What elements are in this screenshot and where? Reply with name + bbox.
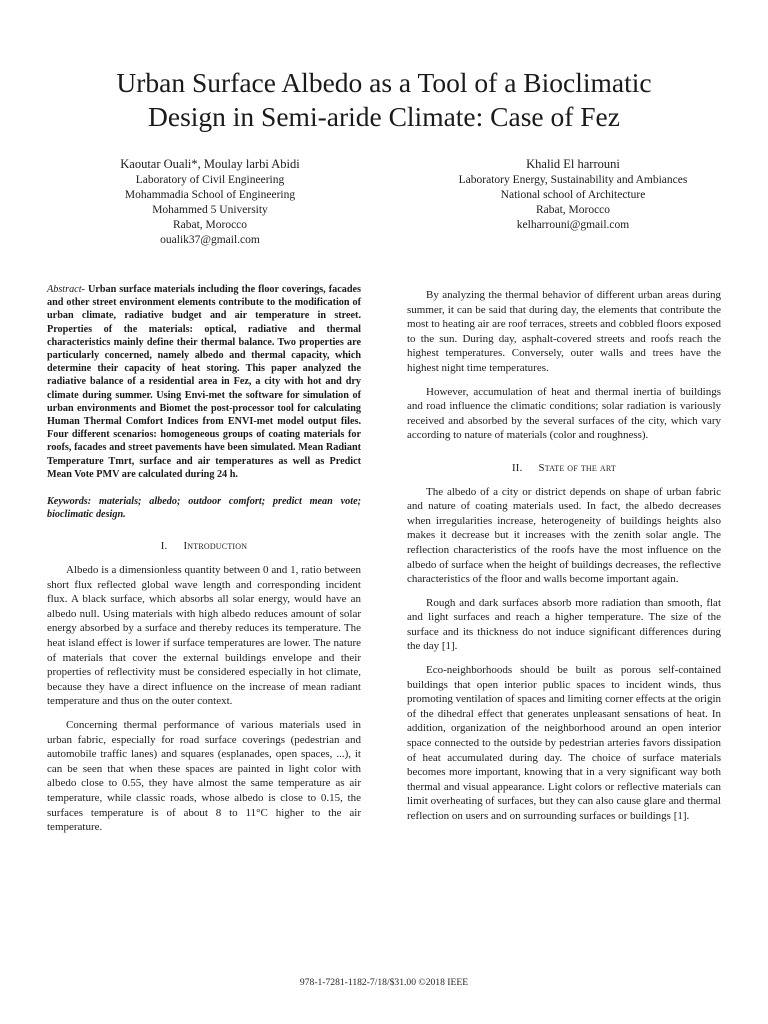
author-block-2 (418, 156, 728, 233)
section-heading-introduction (47, 539, 361, 554)
author-block-1 (60, 156, 360, 248)
section-number: II. (511, 461, 523, 474)
title-line-1: Urban Surface Albedo as a Tool of a Bioclimatic (116, 67, 652, 98)
author-email: kelharrouni@gmail.com (516, 219, 630, 231)
paper-title (40, 66, 728, 134)
left-column (47, 283, 361, 844)
author-email: oualik37@gmail.com (160, 234, 260, 246)
paragraph: Albedo is a dimensionless quantity between 0 and 1, ratio between short flux reflected global wave length and corresponding incident flux. A black surface, which absorbs all solar energy, would have an albedo null. Using materials with high albedo reduces amount of solar energy absorbed by a surface and thereby reduces its temperature. The heat island effect is lower if surface temperatures are lower. The nature of materials that cover the external buildings envelope and their properties of reflectivity must be considered especially in hot climate, because they have a direct influence on the increase of mean radiant temperature and thus on the outer context. (47, 564, 361, 708)
section-number: I. (160, 540, 168, 553)
keywords-text: materials; albedo; outdoor comfort; predict mean vote; bioclimatic design. (47, 496, 361, 521)
title-line-2: Design in Semi-aride Climate: Case of Fez (148, 101, 620, 132)
copyright-footer: 978-1-7281-1182-7/18/$31.00 ©2018 IEEE (299, 977, 469, 988)
author-affiliation: Mohammadia School of Engineering (124, 189, 296, 201)
keywords-label: Keywords: (47, 496, 92, 508)
author-names: Khalid El harrouni (526, 157, 620, 171)
paragraph: By analyzing the thermal behavior of different urban areas during summer, it can be said that during day, the elements that contribute the most to heating air are roof terraces, streets and cobbled floors exposed to the sun. During day, asphalt-covered streets and roofs reach the highest temperatures. Conversely, outer walls and trees have the highest night time temperatures. (407, 289, 721, 374)
keywords (47, 495, 361, 521)
paragraph: Rough and dark surfaces absorb more radiation than smooth, flat and light surfaces and reach a higher temperature. The size of the surface and its thickness do not induce significant differences during the day [1]. (407, 596, 721, 653)
section-title: State of the art (538, 461, 616, 474)
author-location: Rabat, Morocco (535, 204, 611, 216)
paragraph: However, accumulation of heat and thermal inertia of buildings and road influence the climatic conditions; solar radiation is variously received and absorbed by the several surfaces of the city, which vary according to nature of materials (color and roughness). (407, 385, 721, 442)
author-location: Rabat, Morocco (172, 219, 248, 231)
abstract-label: Abstract- (47, 284, 85, 295)
author-affiliation: National school of Architecture (500, 189, 646, 201)
paragraph: Concerning thermal performance of various materials used in urban fabric, especially for road surface coverings (pedestrian and automobile traffic lanes) and squares (esplanades, open spaces, ...), it can be seen that when these spaces are painted in light color with albedo close to 0.55, they have almost the same temperature as air temperature, while classic roads, whose albedo is close to 0.15, the surfaces temperature is of about 8 to 11°C higher to the air temperature. (47, 718, 361, 834)
author-affiliation: Mohammed 5 University (152, 204, 268, 216)
abstract-text: Urban surface materials including the floor coverings, facades and other street environment elements contribute to the modification of urban climate, radiative budget and air temperature in street. Properties of the materials: optical, radiative and thermal characteristics mainly define their thermal balance. Two properties are particularly concerned, namely albedo and thermal capacity, which determine their capacity of heat storing. This paper analyzed the radiative balance of a residential area in Fez, a city with hot and dry climate during summer. Using Envi-met the software for simulation of urban environments and Biomet the post-processor tool for calculating Human Thermal Comfort Indices from ENVI-met model output files. Four different scenarios: homogeneous groups of coating materials for roofs, facades and street pavements have been simulated. Mean Radiant Temperature Tmrt, surface and air temperatures as well as Predict Mean Vote PMV are calculated during 24 h. (47, 284, 362, 480)
right-column (407, 288, 721, 833)
author-affiliation: Laboratory of Civil Engineering (135, 174, 285, 186)
author-names: Kaoutar Ouali*, Moulay larbi Abidi (120, 157, 300, 171)
abstract (47, 283, 361, 521)
paragraph: The albedo of a city or district depends on shape of urban fabric and nature of coating materials used. In fact, the albedo decreases when irregularities increase, heterogeneity of buildings heights also makes it decrease but it increases with the zenith solar angle. The reflection characteristics of the roofs have the most influence on the albedo of surface when the height of buildings decreases, the reflective characteristics of the floor and walls become important again. (407, 485, 721, 586)
author-affiliation: Laboratory Energy, Sustainability and Ambiances (458, 174, 688, 186)
section-heading-state-of-the-art (407, 461, 721, 476)
section-title: Introduction (183, 540, 248, 553)
paragraph: Eco-neighborhoods should be built as porous self-contained buildings that open interior public spaces to incident winds, thus promoting ventilation of spaces and limiting corner effects at the origin of the dihedral effect that generates unpleasant sensations of heat. In addition, organization of the neighborhood around an open interior space connected to the outside by pedestrian arteries favors dissipation of heat accumulated during day. The choice of surface materials becomes more important, knowing that in a very significant way both thermal and visual appearance. Light colors or reflective materials can limit overheating of surfaces, but they can also cause glare and thermal reflection on users and on surrounding surfaces or buildings [1]. (407, 664, 721, 822)
